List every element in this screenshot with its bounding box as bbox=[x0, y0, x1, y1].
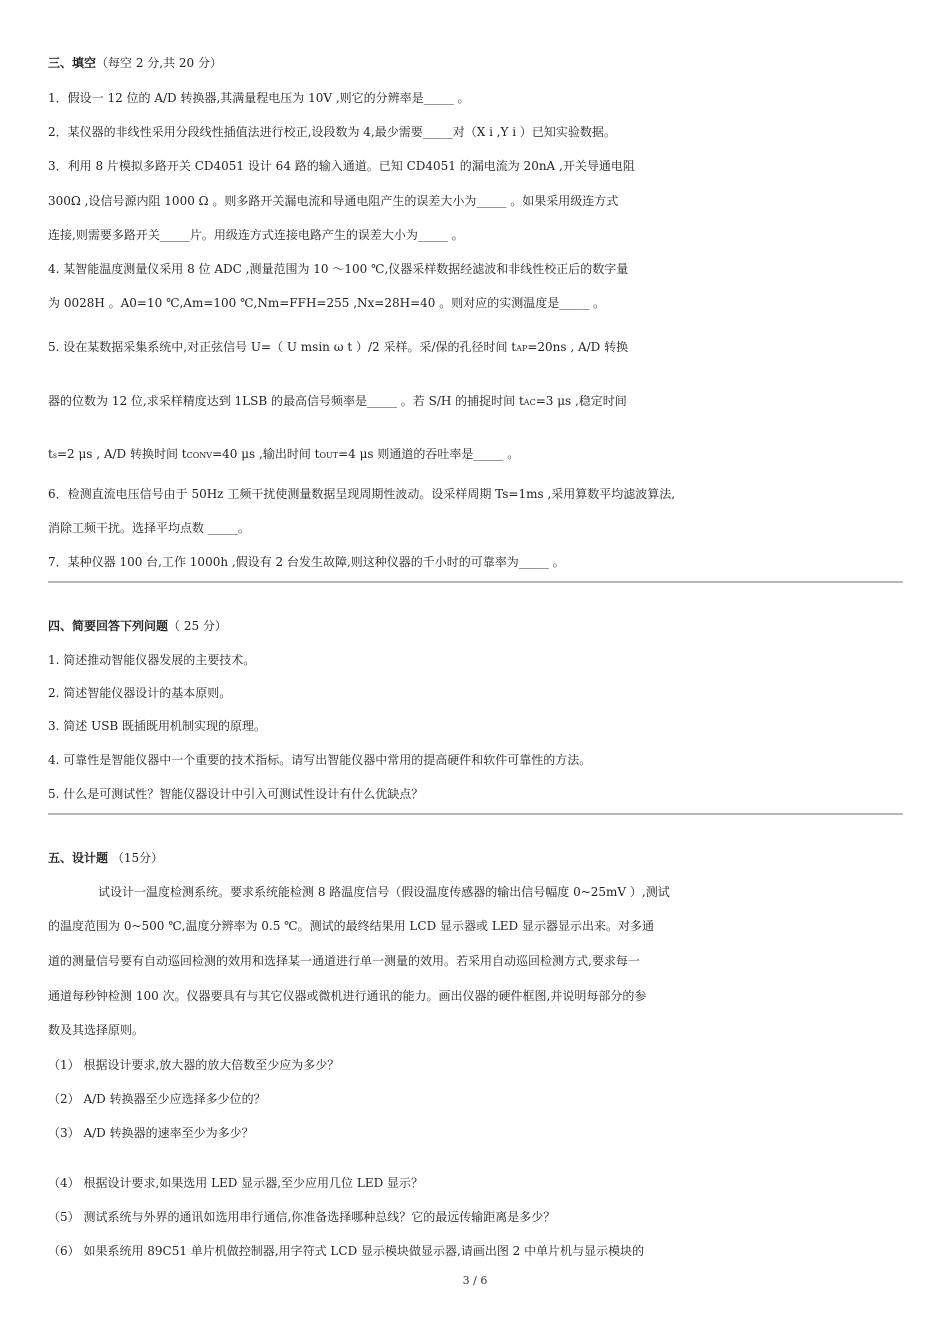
s3-question-4-line1: 4. 某智能温度测量仪采用 8 位 ADC ,测量范围为 10 ～100 ℃,仪器采样数据经滤波和非线性校正后的数字量 bbox=[48, 262, 629, 276]
section5-title: 五、设计题 bbox=[48, 851, 109, 865]
q5-l3-text-c: =40 μs ,输出时间 t bbox=[212, 447, 320, 461]
q5-l3-subscript-1: s bbox=[52, 451, 57, 460]
q5-l3-text-a: t bbox=[48, 447, 53, 461]
s5-paragraph-line3: 道的测量信号要有自动巡回检测的效用和选择某一通道进行单一测量的效用。若采用自动巡回检测方式,要求每一 bbox=[48, 954, 640, 968]
section3-note: （每空 2 分,共 20 分） bbox=[96, 56, 222, 70]
s3-question-2: 2．某仪器的非线性采用分段线性插值法进行校正,设段数为 4,最少需要_____对（X i ,Y i ）已知实验数据。 bbox=[48, 125, 616, 139]
s3-question-5-line1 bbox=[48, 339, 628, 357]
q5-l1-text-a: 5. 设在某数据采集系统中,对正弦信号 U=（ U msin ω t ）/2 采样。采/保的孔径时间 t bbox=[48, 340, 517, 354]
s4-item-5: 5. 什么是可测试性？智能仪器设计中引入可测试性设计有什么优缺点？ bbox=[48, 787, 424, 801]
section-divider bbox=[48, 581, 903, 583]
section3-heading bbox=[48, 55, 222, 71]
s5-item-4: （4） 根据设计要求,如果选用 LED 显示器,至少应用几位 LED 显示？ bbox=[48, 1176, 424, 1190]
s3-question-6-line2: 消除工频干扰。选择平均点数 _____。 bbox=[48, 521, 250, 535]
q5-l3-subscript-2: CONV bbox=[186, 451, 213, 460]
s3-question-5-line2 bbox=[48, 393, 627, 411]
q5-l1-text-b: =20ns , A/D 转换 bbox=[527, 340, 629, 354]
q5-l2-subscript: AC bbox=[523, 398, 536, 407]
q5-l2-text-a: 器的位数为 12 位,求采样精度达到 1LSB 的最高信号频率是_____ 。若 S/H 的捕捉时间 t bbox=[48, 394, 524, 408]
q5-l1-subscript: AP bbox=[516, 344, 528, 353]
section5-note: （15分） bbox=[108, 851, 164, 865]
q5-l2-text-b: =3 μs ,稳定时间 bbox=[535, 394, 627, 408]
s5-item-5: （5） 测试系统与外界的通讯如选用串行通信,你准备选择哪种总线？它的最远传输距离是多少？ bbox=[48, 1210, 556, 1224]
s3-question-1: 1．假设一 12 位的 A/D 转换器,其满量程电压为 10V ,则它的分辨率是_____ 。 bbox=[48, 91, 470, 105]
section4-note: （ 25 分） bbox=[168, 619, 227, 633]
s5-item-1: （1） 根据设计要求,放大器的放大倍数至少应为多少？ bbox=[48, 1058, 340, 1072]
s3-question-7: 7．某种仪器 100 台,工作 1000h ,假设有 2 台发生故障,则这种仪器的千小时的可靠率为_____ 。 bbox=[48, 555, 565, 569]
s5-item-2: （2） A/D 转换器至少应选择多少位的？ bbox=[48, 1092, 266, 1106]
s5-paragraph-line2: 的温度范围为 0~500 ℃,温度分辨率为 0.5 ℃。测试的最终结果用 LCD 显示器或 LED 显示器显示出来。对多通 bbox=[48, 919, 654, 933]
s3-question-5-line3 bbox=[48, 446, 519, 464]
s4-item-1: 1. 简述推动智能仪器发展的主要技术。 bbox=[48, 653, 256, 667]
s4-item-3: 3. 简述 USB 既插既用机制实现的原理。 bbox=[48, 719, 267, 733]
s3-question-3-line2: 300Ω ,设信号源内阻 1000 Ω 。则多路开关漏电流和导通电阻产生的误差大小为_____ 。如果采用级连方式 bbox=[48, 194, 619, 208]
q5-l3-subscript-3: OUT bbox=[319, 451, 339, 460]
s5-paragraph-line1: 试设计一温度检测系统。要求系统能检测 8 路温度信号（假设温度传感器的输出信号幅度 0~25mV ）,测试 bbox=[98, 885, 670, 899]
section-divider bbox=[48, 813, 903, 815]
s5-item-3: （3） A/D 转换器的速率至少为多少？ bbox=[48, 1126, 254, 1140]
s4-item-2: 2. 简述智能仪器设计的基本原则。 bbox=[48, 686, 232, 700]
s4-item-4: 4. 可靠性是智能仪器中一个重要的技术指标。请写出智能仪器中常用的提高硬件和软件可靠性的方法。 bbox=[48, 753, 592, 767]
s3-question-4-line2: 为 0028H 。A0=10 ℃,Am=100 ℃,Nm=FFH=255 ,Nx=28H=40 。则对应的实测温度是_____ 。 bbox=[48, 296, 606, 310]
s5-paragraph-line4: 通道每秒钟检测 100 次。仪器要具有与其它仪器或微机进行通讯的能力。画出仪器的硬件框图,并说明每部分的参 bbox=[48, 989, 647, 1003]
q5-l3-text-d: =4 μs 则通道的吞吐率是_____ 。 bbox=[338, 447, 520, 461]
s5-paragraph-line5: 数及其选择原则。 bbox=[48, 1023, 145, 1037]
page-number: 3 / 6 bbox=[462, 1274, 488, 1287]
s3-question-3-line1: 3．利用 8 片模拟多路开关 CD4051 设计 64 路的输入通道。已知 CD4051 的漏电流为 20nA ,开关导通电阻 bbox=[48, 159, 635, 173]
section4-title: 四、简要回答下列问题 bbox=[48, 619, 169, 633]
section4-heading bbox=[48, 618, 227, 634]
section3-title: 三、填空 bbox=[48, 56, 97, 70]
q5-l3-text-b: =2 μs , A/D 转换时间 t bbox=[56, 447, 187, 461]
section5-heading bbox=[48, 850, 163, 866]
s3-question-6-line1: 6．检测直流电压信号由于 50Hz 工频干扰使测量数据呈现周期性波动。设采样周期 Ts=1ms ,采用算数平均滤波算法, bbox=[48, 487, 676, 501]
s5-item-6: （6） 如果系统用 89C51 单片机做控制器,用字符式 LCD 显示模块做显示器,请画出图 2 中单片机与显示模块的 bbox=[48, 1244, 645, 1258]
s3-question-3-line3: 连接,则需要多路开关_____片。用级连方式连接电路产生的误差大小为_____ 。 bbox=[48, 228, 464, 242]
